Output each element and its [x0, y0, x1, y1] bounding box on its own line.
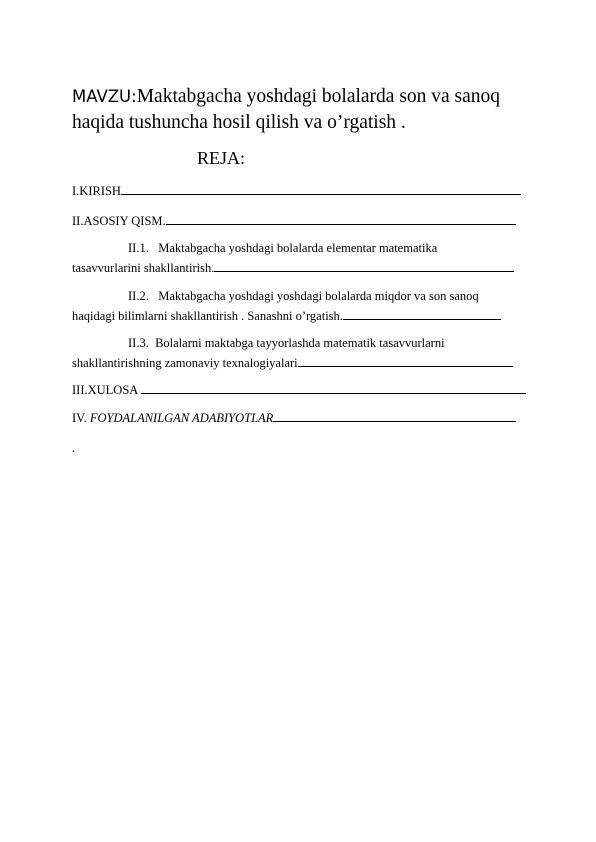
- topic-line-2: haqida tushuncha hosil qilish va o’rgatish .: [72, 112, 406, 133]
- toc-item-number: IV.: [72, 411, 90, 425]
- toc-item-label: II.ASOSIY QISM.: [72, 214, 166, 228]
- topic-label: MAVZU:: [72, 87, 137, 106]
- toc-item-label: III.XULOSA: [72, 383, 141, 397]
- fill-line: [298, 354, 513, 367]
- subitem-text: Maktabgacha yoshdagi bolalarda elementar matematika: [158, 241, 438, 255]
- subitem-text: Maktabgacha yoshdagi yoshdagi bolalarda miqdor va son sanoq: [158, 289, 479, 303]
- toc-item-label: FOYDALANILGAN ADABIYOTLAR: [89, 411, 274, 425]
- fill-line: [273, 409, 516, 422]
- toc-subitem-3-line-2: [72, 353, 513, 373]
- fill-line: [343, 307, 501, 320]
- toc-item-xulosa: [72, 380, 526, 400]
- toc-item-label: I.KIRISH: [72, 184, 121, 198]
- subitem-number: II.2.: [128, 289, 149, 303]
- subitem-text: tasavvurlarini shakllantirish.: [72, 261, 215, 275]
- trailing-dot: .: [72, 441, 76, 455]
- toc-subitem-2-line-1: [72, 286, 479, 306]
- subitem-text: haqidagi bilimlarni shakllantirish . Sanashni o’rgatish.: [72, 309, 343, 323]
- toc-subitem-2-line-2: [72, 306, 501, 326]
- subitem-text: Bolalarni maktabga tayyorlashda matematik tasavvurlarni: [155, 336, 445, 350]
- topic-line-1: Maktabgacha yoshdagi bolalarda son va sanoq: [136, 86, 501, 107]
- topic-title: [72, 84, 552, 136]
- toc-subitem-1-line-2: [72, 258, 514, 278]
- toc-subitem-3-line-1: [72, 333, 445, 353]
- toc-subitem-1-line-1: [72, 238, 437, 258]
- subitem-text: shakllantirishning zamonaviy texnalogiyalari: [72, 356, 298, 370]
- toc-item-adabiyotlar: [72, 408, 516, 428]
- plan-heading: REJA:: [197, 148, 246, 168]
- toc-item-kirish: [72, 181, 521, 201]
- subitem-number: II.3.: [128, 336, 149, 350]
- fill-line: [214, 259, 514, 272]
- fill-line: [141, 381, 526, 394]
- fill-line: [166, 212, 516, 225]
- fill-line: [121, 182, 521, 195]
- toc-item-asosiy: [72, 211, 516, 231]
- subitem-number: II.1.: [128, 241, 149, 255]
